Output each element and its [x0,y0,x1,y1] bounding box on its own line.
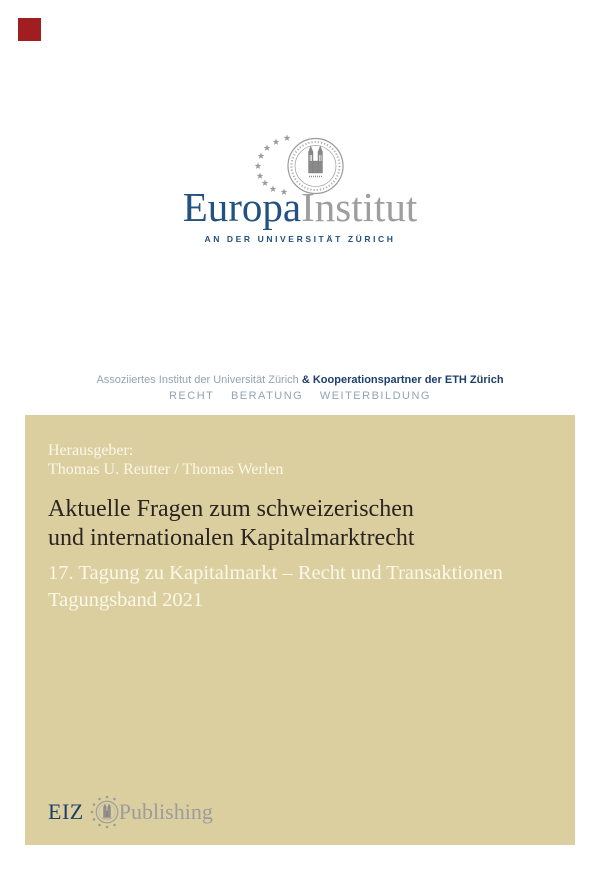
services-line [0,390,600,402]
book-subtitle [48,560,503,613]
book-subtitle-line1: 17. Tagung zu Kapitalmarkt – Recht und Transaktionen [48,562,503,584]
book-title-line1: Aktuelle Fragen zum schweizerischen [48,496,414,522]
logo-subline: AN DER UNIVERSITÄT ZÜRICH [204,234,396,244]
service-weiterbildung: WEITERBILDUNG [319,390,431,402]
tagline-strong: & Kooperationspartner der ETH Zürich [301,374,504,386]
publishing-wordmark: Publishing [118,799,213,824]
eiz-wordmark: EIZ [48,799,84,824]
service-recht: RECHT [168,390,215,402]
editors-label: Herausgeber: [48,442,134,459]
wordmark-europa: Europa [182,184,302,230]
editors-names: Thomas U. Reutter / Thomas Werlen [48,461,284,478]
service-beratung: BERATUNG [230,390,304,402]
book-subtitle-line2: Tagungsband 2021 [48,588,204,611]
book-title [48,495,415,553]
tagline [0,374,600,386]
eiz-publishing-logo [48,790,213,834]
cover-panel [25,415,575,845]
europa-institut-wordmark [0,184,600,230]
wordmark-institut: Institut [301,184,418,230]
eiz-red-square-icon [18,18,41,41]
tagline-plain: Assoziiertes Institut der Universität Zürich [96,374,299,386]
book-title-line2: und internationalen Kapitalmarktrecht [48,525,415,551]
